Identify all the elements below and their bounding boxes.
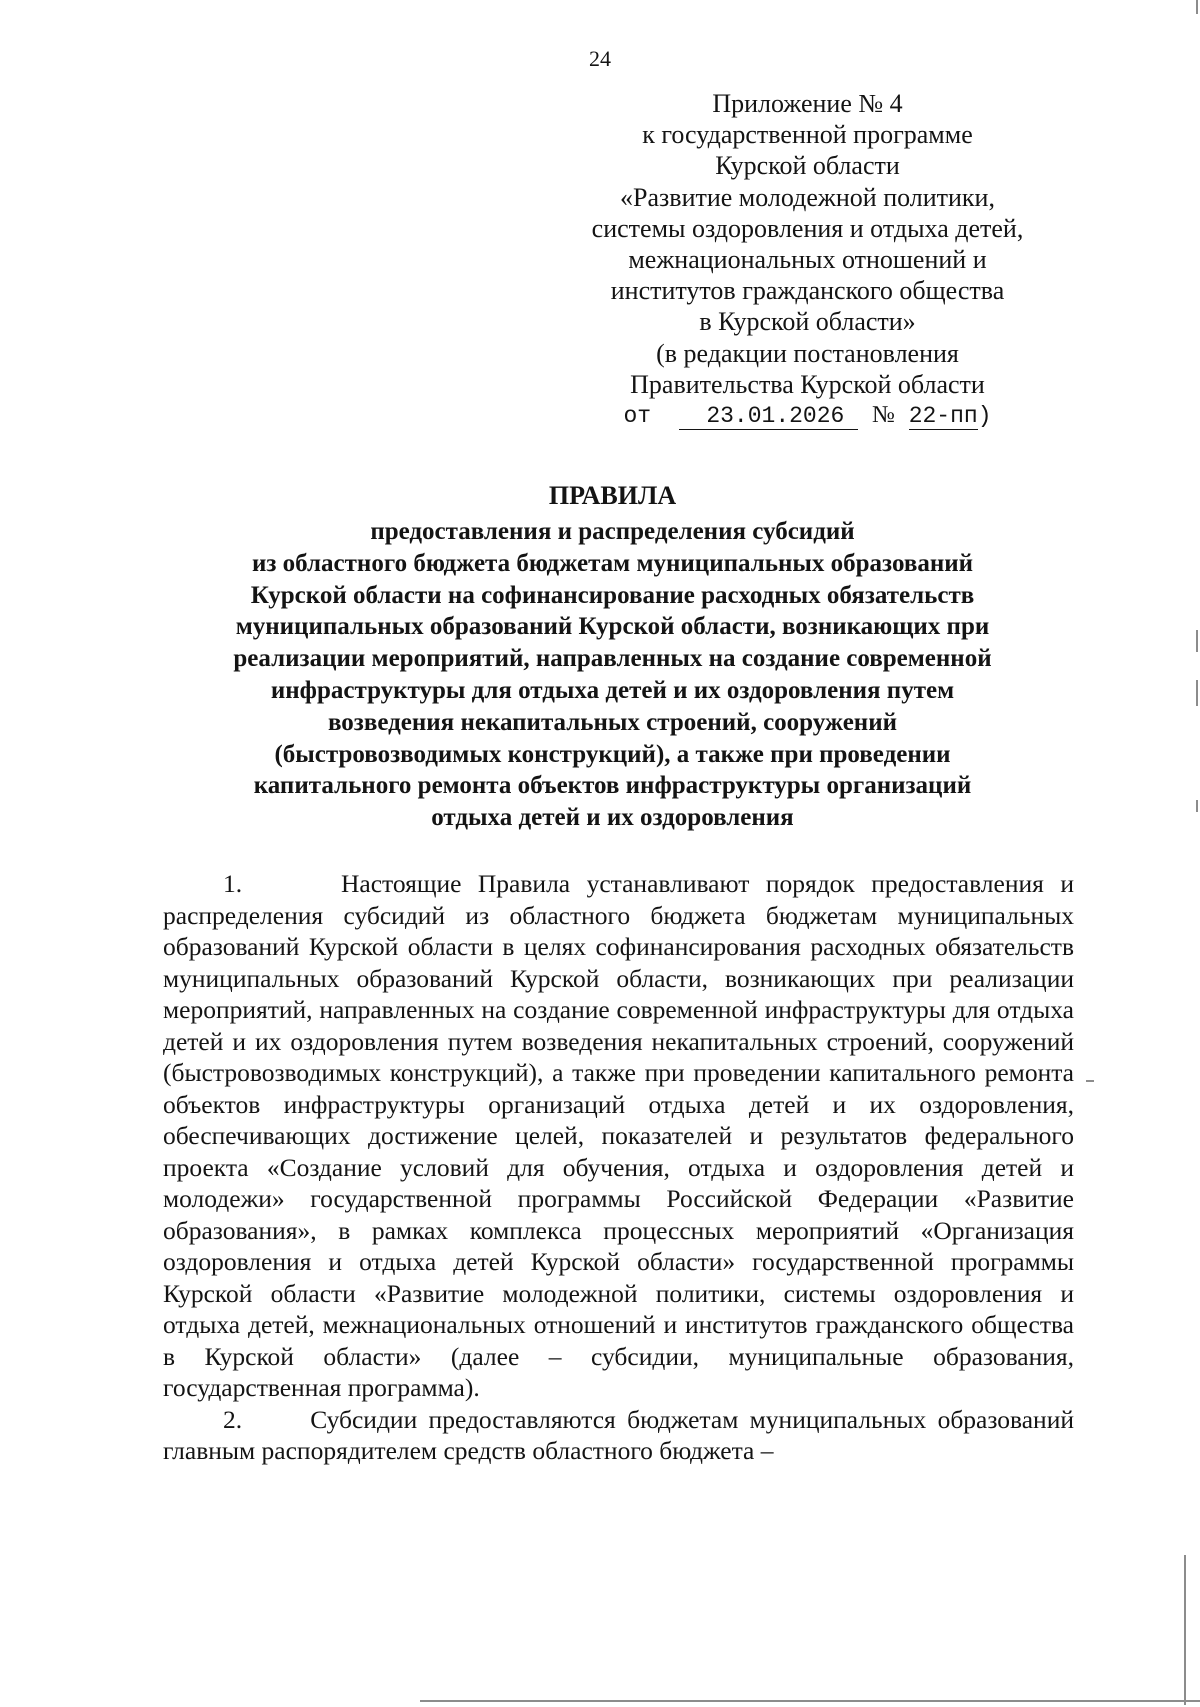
closing-paren: )	[977, 403, 992, 430]
page-number: 24	[589, 46, 611, 71]
appendix-line: Правительства Курской области	[630, 369, 985, 399]
title-line: из областного бюджета бюджетам муниципальных образований	[251, 549, 974, 577]
scan-edge-mark	[1196, 630, 1198, 652]
scan-edge-mark	[1196, 800, 1198, 812]
resolution-date-field	[679, 403, 858, 430]
title-line: (быстровозводимых конструкций), а также при проведении	[274, 740, 951, 768]
paragraph-number: 2.	[223, 1404, 243, 1434]
title-line: отдыха детей и их оздоровления	[431, 804, 794, 832]
appendix-line: (в редакции постановления	[656, 338, 959, 368]
title-line: муниципальных образований Курской области, возникающих при	[235, 613, 990, 641]
appendix-line: в Курской области»	[699, 307, 916, 337]
scan-edge-mark	[1196, 0, 1198, 14]
paragraph-1	[163, 868, 1074, 1404]
paragraph-2	[163, 1404, 1074, 1467]
appendix-line: межнациональных отношений и	[628, 245, 987, 275]
resolution-number-field	[909, 403, 978, 430]
title-subheading	[150, 516, 1075, 834]
resolution-date: 23.01.2026	[706, 403, 845, 430]
appendix-line: Курской области	[715, 151, 900, 181]
title-line: реализации мероприятий, направленных на создание современной	[233, 645, 992, 673]
appendix-line: «Развитие молодежной политики,	[620, 182, 995, 212]
paragraph-number: 1.	[223, 869, 243, 898]
scan-edge-mark	[1196, 680, 1198, 706]
scan-edge-mark	[1086, 1080, 1094, 1082]
appendix-line: Приложение № 4	[712, 89, 903, 118]
paragraph-text: Настоящие Правила устанавливают порядок предоставления и распределения субсидий из областного бюджета бюджетам муниципальных образований Курской области в целях софинансирования расходных обязательств муниципальных образований Курской области, возникающих при реализации мероприятий, направленных на создание современной инфраструктуры для отдыха детей и их оздоровления путем возведения некапитальных строений, сооружений (быстровозводимых конструкций), а также при проведении капитального ремонта объектов инфраструктуры организаций отдыха детей и их оздоровления, обеспечивающих достижение целей, показателей и результатов федерального проекта «Создание условий для обучения, отдыха и оздоровления детей и молодежи» государственной программы Российской Федерации «Развитие образования», в рамках комплекса процессных мероприятий «Организация оздоровления и отдыха детей Курской области» государственной программы Курской области «Развитие молодежной политики, системы оздоровления и отдыха детей, межнациональных отношений и институтов гражданского общества в Курской области» (далее – субсидии, муниципальные образования, государственная программа).	[163, 869, 1074, 1402]
title-line: предоставления и распределения субсидий	[370, 518, 855, 545]
title-line: инфраструктуры для отдыха детей и их оздоровления путем	[270, 676, 955, 704]
title-line: возведения некапитальных строений, сооружений	[327, 708, 898, 736]
title-line: капитального ремонта объектов инфраструктуры организаций	[253, 772, 972, 800]
appendix-header	[560, 88, 1055, 432]
appendix-line: институтов гражданского общества	[610, 276, 1005, 306]
resolution-date-line	[560, 400, 1055, 432]
document-title	[150, 476, 1075, 834]
resolution-number: 22-пп	[908, 403, 978, 430]
title-line: Курской области на софинансирование расходных обязательств	[250, 581, 975, 609]
title-heading: ПРАВИЛА	[548, 481, 677, 510]
scan-edge-mark	[420, 1700, 1200, 1702]
date-prefix: от	[623, 403, 652, 430]
appendix-line: системы оздоровления и отдыха детей,	[591, 213, 1024, 243]
number-sign: №	[871, 402, 895, 429]
document-body	[163, 868, 1074, 1467]
appendix-line: к государственной программе	[642, 120, 973, 150]
scan-edge-mark	[1184, 1555, 1186, 1705]
paragraph-text: Субсидии предоставляются бюджетам муниципальных образований главным распорядителем средств областного бюджета –	[163, 1404, 1074, 1465]
